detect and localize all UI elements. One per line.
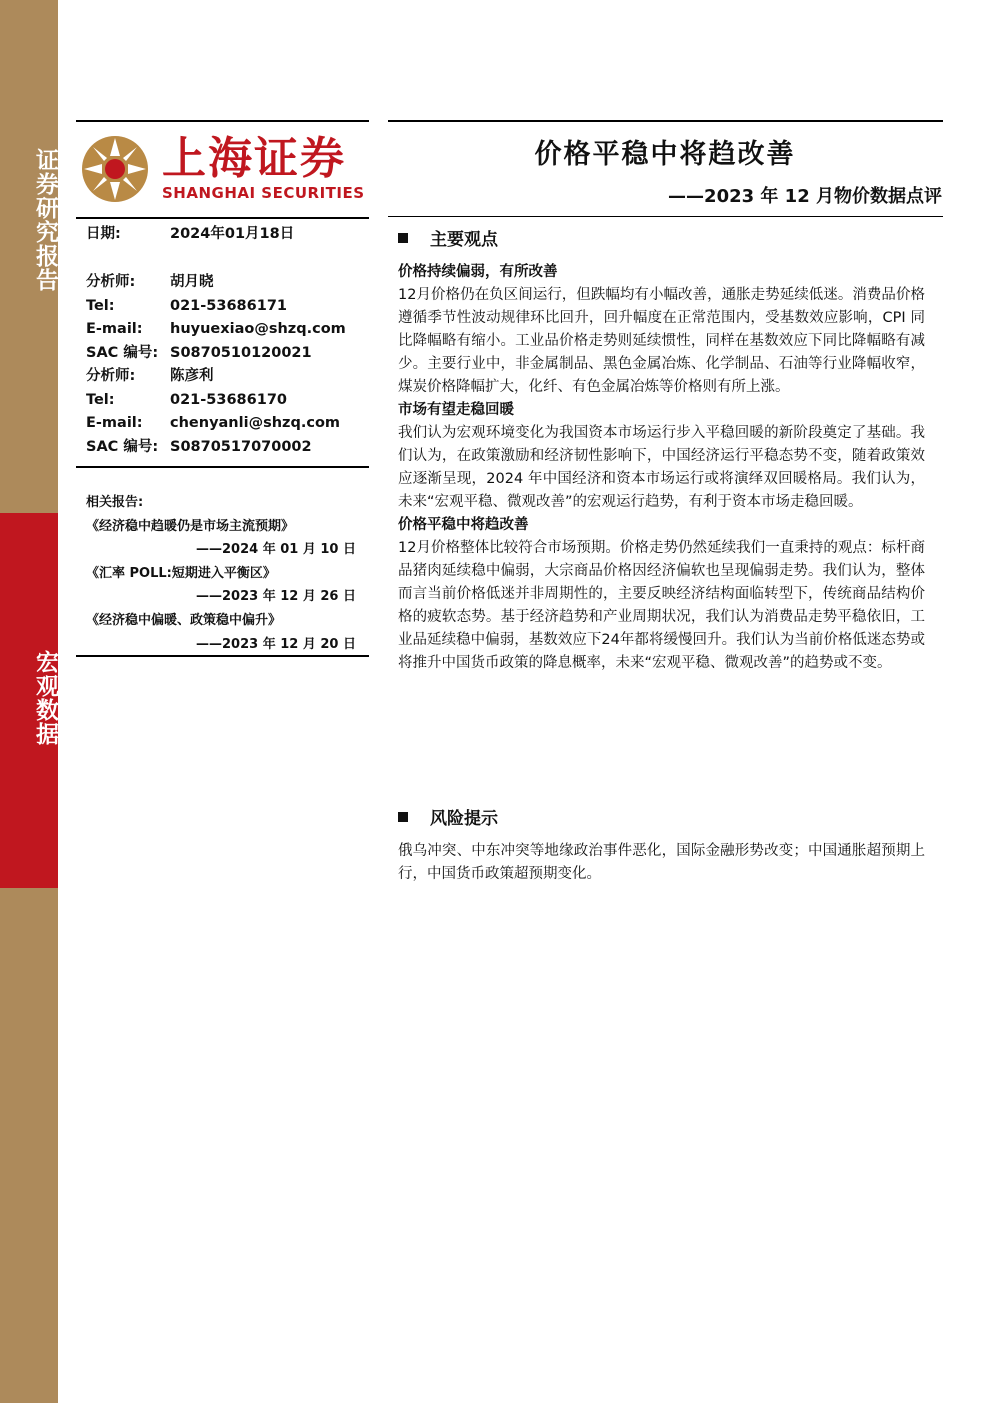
analyst-tel-label: Tel:: [86, 297, 115, 314]
related-report-title[interactable]: 《经济稳中偏暖、政策稳中偏升》: [86, 612, 282, 628]
analyst-tel: 021-53686171: [170, 297, 287, 314]
section-title: 主要观点: [430, 230, 498, 250]
analyst-name-label: 分析师:: [86, 368, 136, 384]
right-top-rule: [388, 120, 943, 122]
risk-text: 俄乌冲突、中东冲突等地缘政治事件恶化，国际金融形势改变；中国通胀超预期上行，中国货币政策超预期变化。: [398, 843, 925, 882]
analyst-name-label: 分析师:: [86, 274, 136, 290]
section-risk-heading: [398, 804, 498, 829]
section-title: 风险提示: [430, 809, 498, 829]
date-label: 日期:: [86, 226, 121, 242]
report-info: [86, 223, 294, 247]
block-text: 我们认为宏观环境变化为我国资本市场运行步入平稳回暖的新阶段奠定了基础。我们认为，在政策激励和经济韧性影响下，中国经济运行平稳态势不变，随着政策效应逐渐呈现，2024 年中国经济和资本市场运行或将演绎双回暖格局。我们认为，未来“宏观平稳、微观改善”的宏观运行趋势，有利于资本市场走稳回暖。: [398, 425, 925, 510]
related-report-title[interactable]: 《汇率 POLL:短期进入平衡区》: [86, 565, 276, 581]
analyst-email-link[interactable]: huyuexiao@shzq.com: [170, 321, 346, 337]
risk-content: [398, 840, 925, 886]
left-top-rule: [76, 120, 369, 122]
related-report-title[interactable]: 《经济稳中趋暖仍是市场主流预期》: [86, 518, 295, 534]
related-report-date: ——2023 年 12 月 20 日: [196, 636, 356, 652]
block-heading: 市场有望走稳回暖: [398, 402, 514, 418]
logo-name-en: SHANGHAI SECURITIES: [162, 184, 365, 202]
bullet-square-icon: [398, 233, 408, 243]
analyst-1: [86, 271, 346, 459]
left-info-rule: [76, 466, 369, 468]
block-heading: 价格持续偏弱，有所改善: [398, 264, 558, 280]
block-text: 12月价格仍在负区间运行，但跌幅均有小幅改善，通胀走势延续低迷。消费品价格遵循季节性波动规律环比回升，回升幅度在正常范围内，受基数效应影响，CPI 同比降幅略有缩小。工业品价格走势则延续惯性，同样在基数效应下同比降幅略有减少。主要行业中，非金属制品、黑色金属冶炼、化学制品、石油等行业降幅收窄，煤炭价格降幅扩大，化纤、有色金属冶炼等价格则有所上涨。: [398, 287, 925, 395]
sidebar-middle-label: 宏观数据: [32, 650, 58, 746]
analyst-tel: 021-53686170: [170, 391, 287, 408]
related-reports: [86, 491, 362, 656]
date-row: [86, 223, 294, 247]
bullet-square-icon: [398, 812, 408, 822]
section-main-points-heading: [398, 225, 498, 250]
logo-name-cn: 上海证券: [162, 133, 346, 184]
block-heading: 价格平稳中将趋改善: [398, 517, 529, 533]
main-points-content: [398, 261, 925, 675]
logo-emblem-icon: [80, 134, 150, 204]
page-title: 价格平稳中将趋改善: [534, 139, 796, 170]
related-report-date: ——2024 年 01 月 10 日: [196, 542, 356, 558]
analyst-sac-label: SAC 编号:: [86, 344, 159, 361]
analyst-email-label: E-mail:: [86, 321, 143, 337]
date-value: 2024年01月18日: [170, 226, 295, 242]
related-heading: 相关报告:: [86, 495, 144, 510]
company-logo: [78, 130, 368, 208]
block-text: 12月价格整体比较符合市场预期。价格走势仍然延续我们一直秉持的观点：标杆商品猪肉延续稳中偏弱，大宗商品价格因经济偏软也呈现偏弱走势。我们认为，整体而言当前价格低迷并非周期性的，主要反映经济结构面临转型下，传统商品结构价格的疲软态势。基于经济趋势和产业周期状况，我们认为消费品走势平稳依旧，工业品延续稳中偏弱，基数效应下24年都将缓慢回升。我们认为当前价格低迷态势或将推升中国货币政策的降息概率，未来“宏观平稳、微观改善”的趋势或不变。: [398, 540, 925, 671]
page-subtitle: ——2023 年 12 月物价数据点评: [668, 186, 942, 207]
related-report-date: ——2023 年 12 月 26 日: [196, 589, 356, 605]
analyst-sac: S0870510120021: [170, 344, 312, 361]
analyst-sac-label: SAC 编号:: [86, 438, 159, 455]
right-title-rule: [388, 216, 943, 217]
analyst-sac: S0870517070002: [170, 438, 312, 455]
left-logo-rule: [76, 217, 369, 219]
analyst-email-link[interactable]: chenyanli@shzq.com: [170, 415, 341, 431]
analyst-tel-label: Tel:: [86, 391, 115, 408]
analyst-email-label: E-mail:: [86, 415, 143, 431]
sidebar-top-label: 证券研究报告: [32, 148, 58, 292]
analyst-name: 陈彦利: [170, 368, 214, 384]
analyst-name: 胡月晓: [170, 274, 214, 290]
